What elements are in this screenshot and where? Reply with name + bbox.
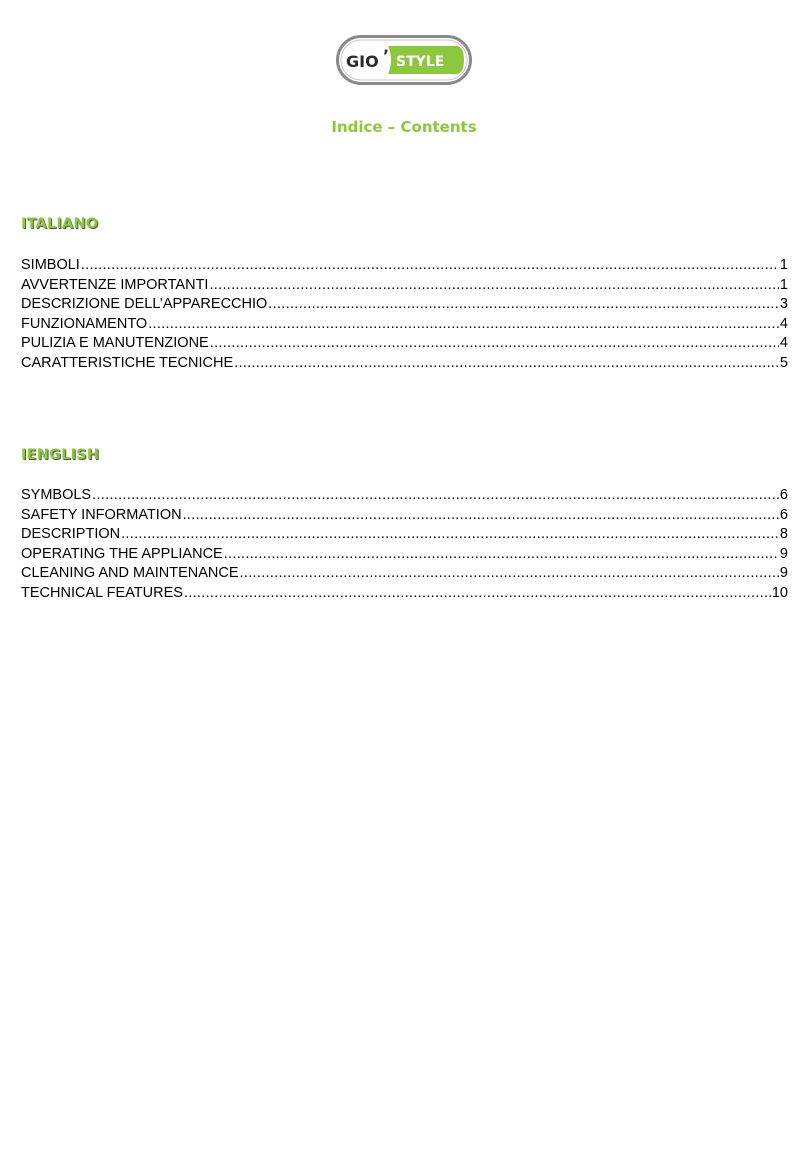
toc-entry-page: 1: [779, 276, 788, 293]
toc-entry-label: SAFETY INFORMATION: [21, 506, 182, 523]
toc-entry-page: 6: [779, 506, 788, 523]
toc-leader-dots: [121, 525, 779, 545]
section-heading-italiano: ITALIANO: [21, 216, 99, 232]
toc-leader-dots: [183, 506, 779, 526]
toc-leader-dots: [240, 564, 779, 584]
toc-leader-dots: [148, 315, 779, 335]
logo-apostrophe: ’: [383, 46, 390, 65]
toc-entry-page: 4: [779, 335, 788, 351]
toc-leader-dots: [234, 354, 779, 374]
toc-entry[interactable]: [21, 354, 788, 374]
toc-entry-label: AVVERTENZE IMPORTANTI: [21, 276, 209, 293]
toc-entry[interactable]: [21, 564, 788, 584]
toc-entry-label: SIMBOLI: [21, 257, 80, 273]
toc-entry[interactable]: [21, 525, 788, 545]
toc-leader-dots: [81, 256, 779, 276]
toc-leader-dots: [92, 486, 779, 506]
toc-entry-page: 4: [779, 315, 788, 332]
toc-entry[interactable]: [21, 276, 788, 296]
toc-entry-label: PULIZIA E MANUTENZIONE: [21, 335, 209, 351]
toc-leader-dots: [184, 584, 771, 604]
toc-entry[interactable]: [21, 486, 788, 506]
logo-text-gio: GIO: [346, 52, 379, 71]
toc-entry-label: OPERATING THE APPLIANCE: [21, 545, 223, 562]
toc-entry-label: FUNZIONAMENTO: [21, 315, 148, 332]
toc-entry-page: 1: [779, 257, 788, 273]
toc-italiano: [21, 256, 788, 373]
toc-entry-page: 9: [779, 565, 788, 581]
toc-entry-page: 8: [779, 526, 788, 542]
toc-entry-label: DESCRIZIONE DELL’APPARECCHIO: [21, 296, 268, 312]
toc-entry-label: SYMBOLS: [21, 487, 92, 503]
page-title: Indice – Contents: [331, 118, 477, 136]
toc-entry-label: TECHNICAL FEATURES: [21, 584, 183, 601]
toc-entry[interactable]: [21, 545, 788, 565]
toc-leader-dots: [268, 295, 779, 315]
toc-entry-page: 10: [771, 584, 788, 601]
toc-entry-label: DESCRIPTION: [21, 526, 121, 542]
toc-leader-dots: [209, 276, 778, 296]
toc-entry[interactable]: [21, 315, 788, 335]
toc-entry-label: CARATTERISTICHE TECNICHE: [21, 354, 234, 371]
toc-entry-label: CLEANING AND MAINTENANCE: [21, 565, 239, 581]
toc-entry[interactable]: [21, 506, 788, 526]
giostyle-logo: [336, 35, 472, 85]
toc-english: [21, 486, 788, 603]
toc-leader-dots: [224, 545, 779, 565]
toc-entry[interactable]: [21, 295, 788, 315]
section-heading-english: IENGLISH: [21, 447, 100, 463]
toc-entry-page: 9: [779, 545, 788, 562]
toc-entry[interactable]: [21, 584, 788, 604]
logo-text-style: STYLE: [396, 54, 445, 70]
toc-leader-dots: [210, 334, 779, 354]
toc-entry-page: 5: [779, 354, 788, 371]
toc-entry[interactable]: [21, 256, 788, 276]
toc-entry-page: 6: [779, 487, 788, 503]
toc-entry-page: 3: [779, 296, 788, 312]
toc-entry[interactable]: [21, 334, 788, 354]
